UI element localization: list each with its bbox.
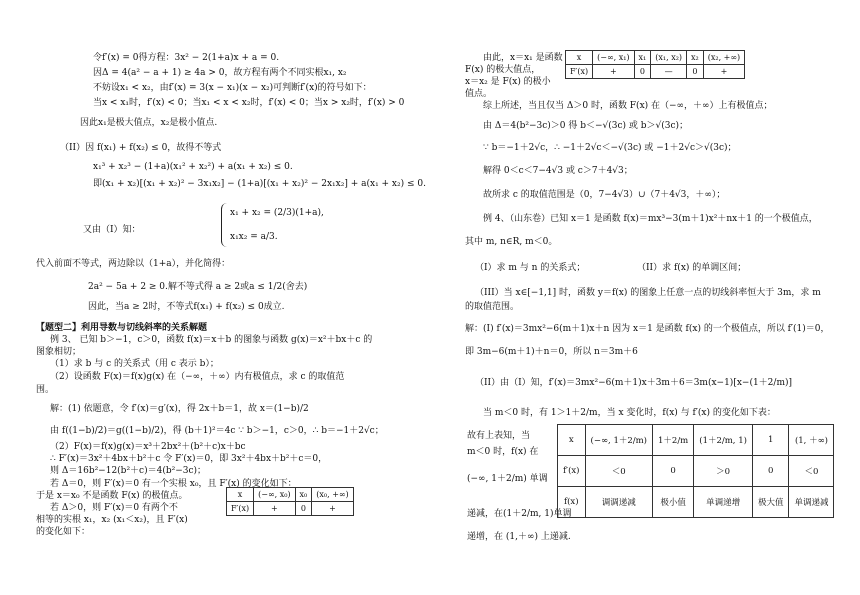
text-line: 图象相切；	[36, 347, 82, 357]
table-cell: f′(x)	[558, 456, 586, 487]
table-cell: +	[254, 502, 295, 516]
text-line: (−∞, 1＋2/m) 单调	[467, 474, 548, 484]
text-line: 递减，在(1＋2/m, 1)单调	[467, 509, 572, 519]
table-cell: +	[703, 65, 744, 79]
text-line: 当 m＜0 时，有 1＞1＋2/m，当 x 变化时，f(x) 与 f′(x) 的变化如下表：	[483, 408, 776, 418]
text-line: （III）当 x∈[−1,1] 时，函数 y＝f(x) 的图象上任意一点的切线斜率恒大于 3m，求 m	[475, 288, 821, 298]
text-line: 当x < x₁时，f′(x) < 0；当x₁ < x < x₂时，f′(x) < 0；当x > x₂时，f′(x) > 0	[93, 98, 405, 108]
table-cell: +	[593, 65, 634, 79]
text-line: （I）求 m 与 n 的关系式；	[475, 263, 586, 273]
table-cell: 单调递减	[789, 487, 834, 518]
text-line: 因Δ = 4(a² − a + 1) ≥ 4a > 0，故方程有两个不同实根x₁, x₂	[93, 68, 347, 78]
table-cell: 调调递减	[585, 487, 652, 518]
text-line: 若 Δ＝0，则 F′(x)＝0 有一个实根 x₀，且 F′(x) 的变化如下：	[50, 479, 297, 489]
table-cell: 0	[295, 502, 312, 516]
table-cell: (−∞, x₁)	[593, 51, 634, 65]
table-cell: ＜0	[585, 456, 652, 487]
table-cell: F′(x)	[227, 502, 254, 516]
text-line: 不妨设x₁ < x₂，由f′(x) = 3(x − x₁)(x − x₂)可判断f′(x)的符号如下：	[93, 83, 372, 93]
text-line: （1）求 b 与 c 的关系式（用 c 表示 b）；	[50, 359, 219, 369]
table-cell: (x₂, +∞)	[703, 51, 744, 65]
text-line: 则 Δ＝16b²−12(b²＋c)＝4(b²−3c)；	[50, 466, 207, 476]
table-cell: 0	[752, 456, 789, 487]
table-cell: 0	[634, 65, 651, 79]
sign-table-x1-x2	[565, 50, 745, 79]
text-line: ∵ b＝−1＋2√c，∴ −1＋2√c＜−√(3c) 或 −1＋2√c＞√(3c)；	[483, 143, 737, 153]
text-line: 因此，当a ≥ 2时，不等式f(x₁) + f(x₂) ≤ 0成立.	[88, 302, 285, 312]
formula-line: x₁x₂ = a/3.	[230, 232, 278, 242]
table-cell: (−∞, x₀)	[254, 488, 295, 502]
text-line: 因此x₁是极大值点，x₂是极小值点.	[80, 118, 218, 128]
table-cell: x	[227, 488, 254, 502]
text-line: 解：(1) 依题意，令 f′(x)＝g′(x)，得 2x＋b＝1，故 x＝(1−b)/2	[50, 404, 309, 414]
table-cell: ＜0	[789, 456, 834, 487]
text-line: （II）求 f(x) 的单调区间；	[637, 263, 747, 273]
monotonicity-table	[557, 424, 834, 518]
table-cell: 单调递增	[694, 487, 753, 518]
text-line: （2）F(x)＝f(x)g(x)＝x³＋2bx²＋(b²＋c)x＋bc	[50, 442, 246, 452]
table-cell: 0	[687, 65, 704, 79]
table-cell: +	[312, 502, 353, 516]
table-cell: 0	[653, 456, 694, 487]
formula-line: 即(x₁ + x₂)[(x₁ + x₂)² − 3x₁x₂] − (1+a)[(x₁ + x₂)² − 2x₁x₂] + a(x₁ + x₂) ≤ 0.	[93, 179, 426, 189]
text-line: 令f′(x) = 0得方程：3x² − 2(1+a)x + a = 0.	[93, 53, 280, 63]
table-cell: x	[558, 425, 586, 456]
text-line: 若 Δ＞0，则 F′(x)＝0 有两个不	[50, 503, 178, 513]
table-cell: ＞0	[694, 456, 753, 487]
example-heading: 例 4、（山东卷）已知 x＝1 是函数 f(x)＝mx³−3(m＋1)x²＋nx＋1 的一个极值点，	[483, 214, 818, 224]
table-cell: —	[651, 65, 687, 79]
section-heading: 【题型二】利用导数与切线斜率的关系解题	[36, 323, 208, 333]
text-line: x＝x₂ 是 F(x) 的极小	[465, 77, 551, 87]
text-line: （II）由（I）知，f′(x)＝3mx²−6(m＋1)x＋3m＋6＝3m(x−1)[x−(1＋2/m)]	[475, 378, 793, 388]
table-cell: x₁	[634, 51, 651, 65]
table-cell: 1	[752, 425, 789, 456]
text-line: 故有上表知，当	[467, 431, 531, 441]
text-line: 解：(I) f′(x)＝3mx²−6(m＋1)x＋n 因为 x＝1 是函数 f(x) 的一个极值点，所以 f′(1)＝0，	[465, 324, 830, 334]
text-line: 代入前面不等式，两边除以（1+a），并化简得：	[36, 259, 231, 269]
text-line: ∴ F′(x)＝3x²＋4bx＋b²＋c 令 F′(x)＝0，即 3x²＋4bx＋b²＋c＝0，	[50, 454, 328, 464]
table-cell: F′(x)	[566, 65, 593, 79]
table-cell: (1, ＋∞)	[789, 425, 834, 456]
table-cell: x₂	[687, 51, 704, 65]
table-cell: (1＋2/m, 1)	[694, 425, 753, 456]
text-line: 递增，在 (1,＋∞) 上递减.	[467, 532, 571, 542]
table-cell: f(x)	[558, 487, 586, 518]
table-cell: 极小值	[653, 487, 694, 518]
text-line: （2）设函数 F(x)＝f(x)g(x) 在（−∞，＋∞）内有极值点，求 c 的取值范	[50, 372, 345, 382]
text-line: 综上所述，当且仅当 Δ＞0 时，函数 F(x) 在（−∞，＋∞）上有极值点；	[483, 101, 773, 111]
table-cell: (x₀, +∞)	[312, 488, 353, 502]
text-line: 即 3m−6(m＋1)＋n＝0，所以 n＝3m＋6	[465, 347, 638, 357]
text-line: （II）因 f(x₁) + f(x₂) ≤ 0，故得不等式	[60, 143, 222, 153]
text-line: 相等的实根 x₁，x₂ (x₁＜x₂)，且 F′(x)	[36, 515, 188, 525]
text-line: F(x) 的极大值点，	[465, 65, 541, 75]
text-line: 由此，x＝x₁ 是函数	[483, 53, 563, 63]
text-line: 围。	[36, 385, 55, 395]
table-cell: x₀	[295, 488, 312, 502]
table-cell: x	[566, 51, 593, 65]
text-line: 由 f((1−b)/2)＝g((1−b)/2)，得 (b＋1)²＝4c ∵ b＞−1，c＞0，∴ b＝−1＋2√c；	[50, 426, 384, 436]
text-line: 的取值范围。	[465, 302, 520, 312]
text-line: m＜0 时，f(x) 在	[467, 447, 539, 457]
text-line: 故所求 c 的取值范围是（0，7−4√3）∪（7＋4√3，＋∞）；	[483, 190, 726, 200]
text-line: 又由（I）知：	[83, 225, 141, 235]
formula-line: 2a² − 5a + 2 ≥ 0.解不等式得 a ≥ 2或a ≤ 1/2(舍去)	[88, 282, 308, 292]
formula-line: x₁ + x₂ = (2/3)(1+a),	[230, 208, 324, 218]
table-cell: (−∞, 1＋2/m)	[585, 425, 652, 456]
formula-line: x₁³ + x₂³ − (1+a)(x₁² + x₂²) + a(x₁ + x₂) ≤ 0.	[93, 162, 293, 172]
table-cell: (x₁, x₂)	[651, 51, 687, 65]
text-line: 例 3、 已知 b＞−1，c＞0，函数 f(x)＝x＋b 的图象与函数 g(x)＝x²＋bx＋c 的	[50, 335, 373, 345]
text-line: 其中 m, n∈R, m＜0。	[465, 237, 558, 247]
table-cell: 极大值	[752, 487, 789, 518]
text-line: 由 Δ＝4(b²−3c)＞0 得 b＜−√(3c) 或 b＞√(3c)；	[483, 121, 689, 131]
table-cell: 1＋2/m	[653, 425, 694, 456]
text-line: 的变化如下：	[36, 527, 91, 537]
text-line: 解得 0＜c＜7−4√3 或 c＞7＋4√3；	[483, 166, 633, 176]
sign-table-x0	[226, 487, 354, 516]
text-line: 于是 x＝x₀ 不是函数 F(x) 的极值点。	[36, 491, 188, 501]
system-brace	[221, 203, 228, 247]
text-line: 值点。	[465, 89, 493, 99]
